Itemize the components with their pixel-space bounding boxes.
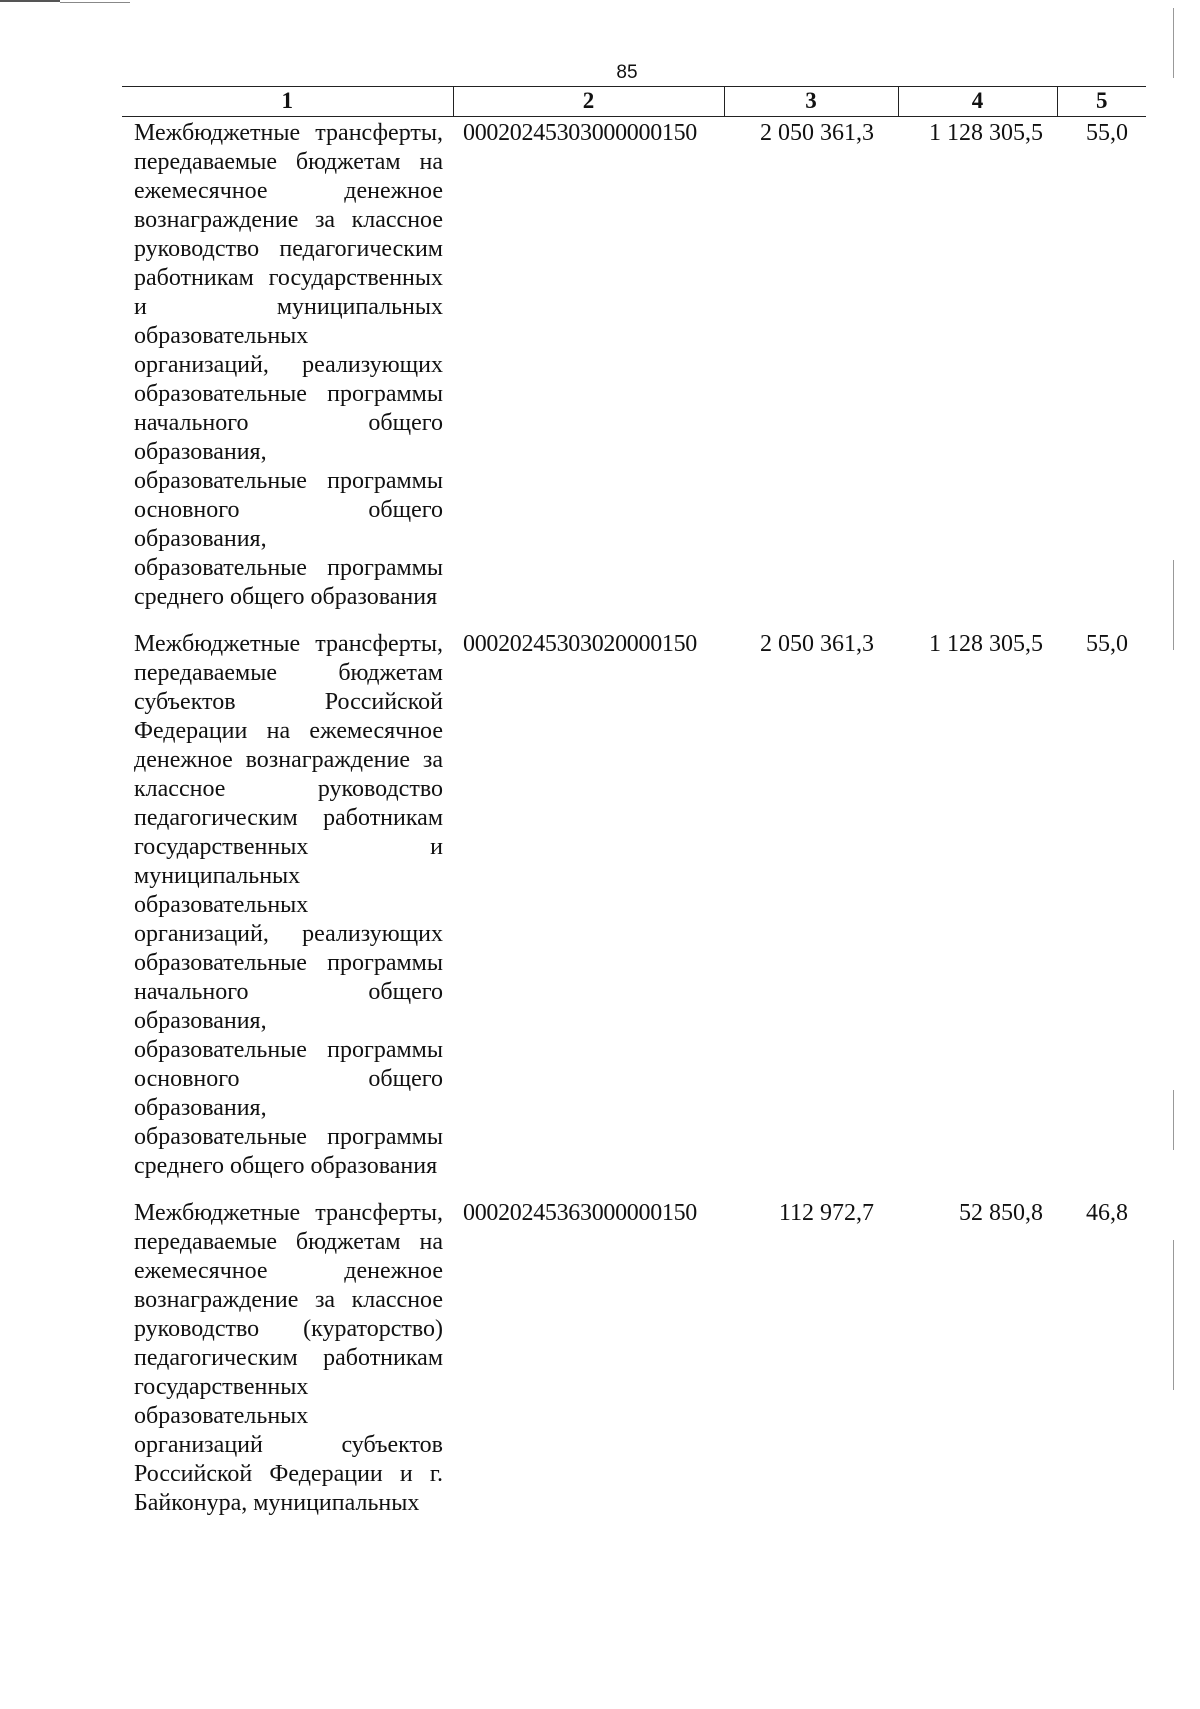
scan-edge-mark <box>1173 1090 1174 1150</box>
budget-table <box>122 86 1146 1518</box>
row-value-col4: 1 128 305,5 <box>929 120 1043 146</box>
row-value-col5: 55,0 <box>1086 120 1128 146</box>
table-row <box>122 117 1146 631</box>
column-header-4: 4 <box>898 87 1057 117</box>
table-row <box>122 1199 1146 1518</box>
row-value-col3: 112 972,7 <box>778 1200 874 1226</box>
column-header-5: 5 <box>1057 87 1146 117</box>
column-header-2: 2 <box>453 87 724 117</box>
column-header-1: 1 <box>122 87 453 117</box>
row-value-col5: 46,8 <box>1086 1200 1128 1226</box>
row-value-col3: 2 050 361,3 <box>760 631 874 657</box>
scan-edge-mark <box>1173 560 1174 650</box>
scan-edge-mark <box>1173 1240 1174 1390</box>
row-description: Межбюджетные трансферты, передаваемые бюджетам на ежемесячное денежное вознаграждение за классное руководство педагогическим работникам государственных и муниципальных образовательных организаций, реализующих образовательные программы начального общего образования, образовательные программы основного общего образования, образовательные программы среднего общего образования <box>134 120 443 610</box>
row-value-col5: 55,0 <box>1086 631 1128 657</box>
row-value-col3: 2 050 361,3 <box>760 120 874 146</box>
row-budget-code: 00020245363000000150 <box>463 1200 698 1226</box>
column-header-3: 3 <box>724 87 898 117</box>
scan-edge-mark <box>0 0 60 2</box>
scan-edge-mark <box>60 2 130 3</box>
row-value-col4: 1 128 305,5 <box>929 631 1043 657</box>
table-row <box>122 630 1146 1199</box>
row-budget-code: 00020245303020000150 <box>463 631 698 657</box>
row-description: Межбюджетные трансферты, передаваемые бюджетам на ежемесячное денежное вознаграждение за классное руководство (кураторство) педагогическим работникам государственных образовательных организаций субъектов Российской Федерации и г. Байконура, муниципальных <box>134 1200 443 1516</box>
row-description: Межбюджетные трансферты, передаваемые бюджетам субъектов Российской Федерации на ежемесячное денежное вознаграждение за классное руководство педагогическим работникам государственных и муниципальных образовательных организаций, реализующих образовательные программы начального общего образования, образовательные программы основного общего образования, образовательные программы среднего общего образования <box>134 631 443 1179</box>
row-value-col4: 52 850,8 <box>959 1200 1043 1226</box>
table-header-row <box>122 87 1146 117</box>
page-number: 85 <box>616 62 638 83</box>
row-budget-code: 00020245303000000150 <box>463 120 698 146</box>
